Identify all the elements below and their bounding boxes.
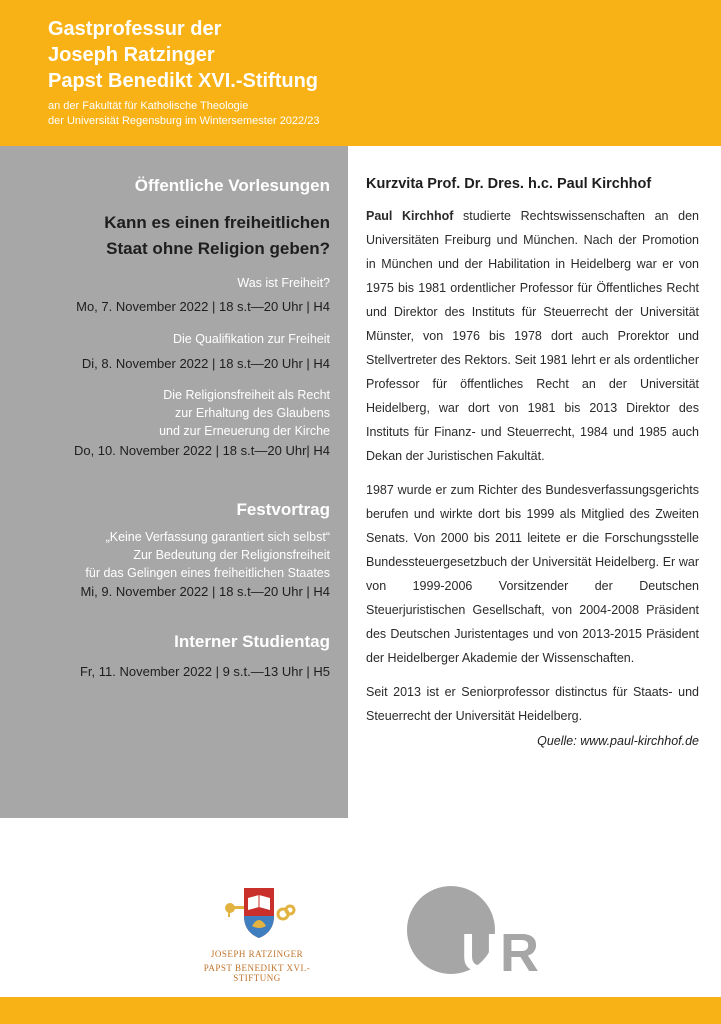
- studientag-date: Fr, 11. November 2022 | 9 s.t.—13 Uhr | H5: [79, 664, 330, 679]
- lecture-title-3-line: zur Erhaltung des Glaubens: [175, 406, 330, 420]
- person-name: Paul Kirchhof: [366, 209, 454, 223]
- festvortrag-title: [85, 528, 330, 582]
- kurzvita-paragraph-1-text: studierte Rechtswissenschaften an den Universitäten Freiburg und München. Nach der Promotion in München und der Habilitation in Heidelberg war er von 1975 bis 1981 ordentlicher Professor für Öffentliches Recht und Direktor des Instituts für Steuerrecht der Universität Münster, von 1976 bis 1978 dort auch Prorektor und Stellvertreter des Rektors. Seit 1981 lehrt er als ordentlicher Professor für öffentliches Recht an der Universität Heidelberg, war dort von 1981 bis 2013 Direktor des Instituts für Finanz- und Steuerrecht, 1984 und 1985 auch Dekan der Juristischen Fakultät.: [366, 209, 699, 463]
- university-regensburg-logo: [405, 880, 545, 980]
- header-subtitle-line: der Universität Regensburg im Wintersemester 2022/23: [48, 115, 320, 127]
- header-title-line: Joseph Ratzinger: [48, 44, 215, 66]
- footer-bar: [0, 997, 721, 1024]
- lecture-series-title: [104, 210, 330, 262]
- ratzinger-foundation-logo: [182, 886, 332, 983]
- lecture-title-1: Was ist Freiheit?: [237, 276, 330, 290]
- ur-letter-u: UR: [461, 923, 539, 980]
- festvortrag-date: Mi, 9. November 2022 | 18 s.t—20 Uhr | H4: [80, 584, 330, 599]
- kurzvita-heading: Kurzvita Prof. Dr. Dres. h.c. Paul Kirchhof: [366, 176, 652, 192]
- header-subtitle-line: an der Fakultät für Katholische Theologie: [48, 100, 249, 112]
- section-heading-festvortrag: Festvortrag: [236, 500, 330, 519]
- source-link[interactable]: Quelle: www.paul-kirchhof.de: [537, 734, 699, 748]
- lecture-title-2: Die Qualifikation zur Freiheit: [172, 332, 330, 346]
- section-heading-lectures: Öffentliche Vorlesungen: [134, 176, 330, 195]
- lecture-title-3: [159, 386, 330, 440]
- header-title: [48, 16, 318, 94]
- kurzvita: [366, 176, 699, 750]
- lecture-series-title-line: Staat ohne Religion geben?: [106, 239, 330, 258]
- kurzvita-paragraph-3: Seit 2013 ist er Seniorprofessor distinctus für Staats- und Steuerrecht der Universität Heidelberg.: [366, 685, 699, 723]
- foundation-name-line-2: PAPST BENEDIKT XVI.-STIFTUNG: [203, 963, 311, 983]
- lecture-title-3-line: Die Religionsfreiheit als Recht: [163, 388, 330, 402]
- lecture-date-3: Do, 10. November 2022 | 18 s.t—20 Uhr| H4: [73, 443, 330, 458]
- header-title-line: Gastprofessur der: [48, 18, 222, 40]
- header-banner: [0, 0, 721, 146]
- lecture-date-2: Di, 8. November 2022 | 18 s.t—20 Uhr | H4: [81, 356, 330, 371]
- kurzvita-paragraph-1: [366, 204, 699, 468]
- ur-logo-icon: [405, 880, 545, 980]
- lecture-series-title-line: Kann es einen freiheitlichen: [104, 213, 330, 232]
- program-panel: [0, 146, 348, 818]
- section-heading-studientag: Interner Studientag: [174, 632, 330, 651]
- header-title-line: Papst Benedikt XVI.-Stiftung: [48, 70, 319, 92]
- foundation-name-line-1: JOSEPH RATZINGER: [210, 949, 304, 959]
- festvortrag-title-line: Zur Bedeutung der Religionsfreiheit: [133, 548, 330, 562]
- festvortrag-title-line: für das Gelingen eines freiheitlichen Staates: [85, 566, 330, 580]
- header-subtitle: [48, 99, 319, 129]
- lecture-date-1: Mo, 7. November 2022 | 18 s.t—20 Uhr | H4: [76, 299, 330, 314]
- coat-of-arms-icon: [182, 886, 332, 942]
- lecture-title-3-line: und zur Erneuerung der Kirche: [159, 424, 330, 438]
- kurzvita-paragraph-2: 1987 wurde er zum Richter des Bundesverfassungsgerichts berufen und wirkte dort bis 1999 als Mitglied des Zweiten Senats. Von 2000 bis 2011 leitete er die Forschungsstelle Bundessteuergesetzbuch der Universität Heidelberg. Er war von 1999-2006 Vorsitzender der Deutschen Steuerjuristischen Gesellschaft, von 2004-2008 Präsident des Deutschen Juristentages und von 2013-2015 Präsident der Heidelberger Akademie der Wissenschaften.: [366, 483, 699, 665]
- festvortrag-title-line: „Keine Verfassung garantiert sich selbst“: [105, 530, 330, 544]
